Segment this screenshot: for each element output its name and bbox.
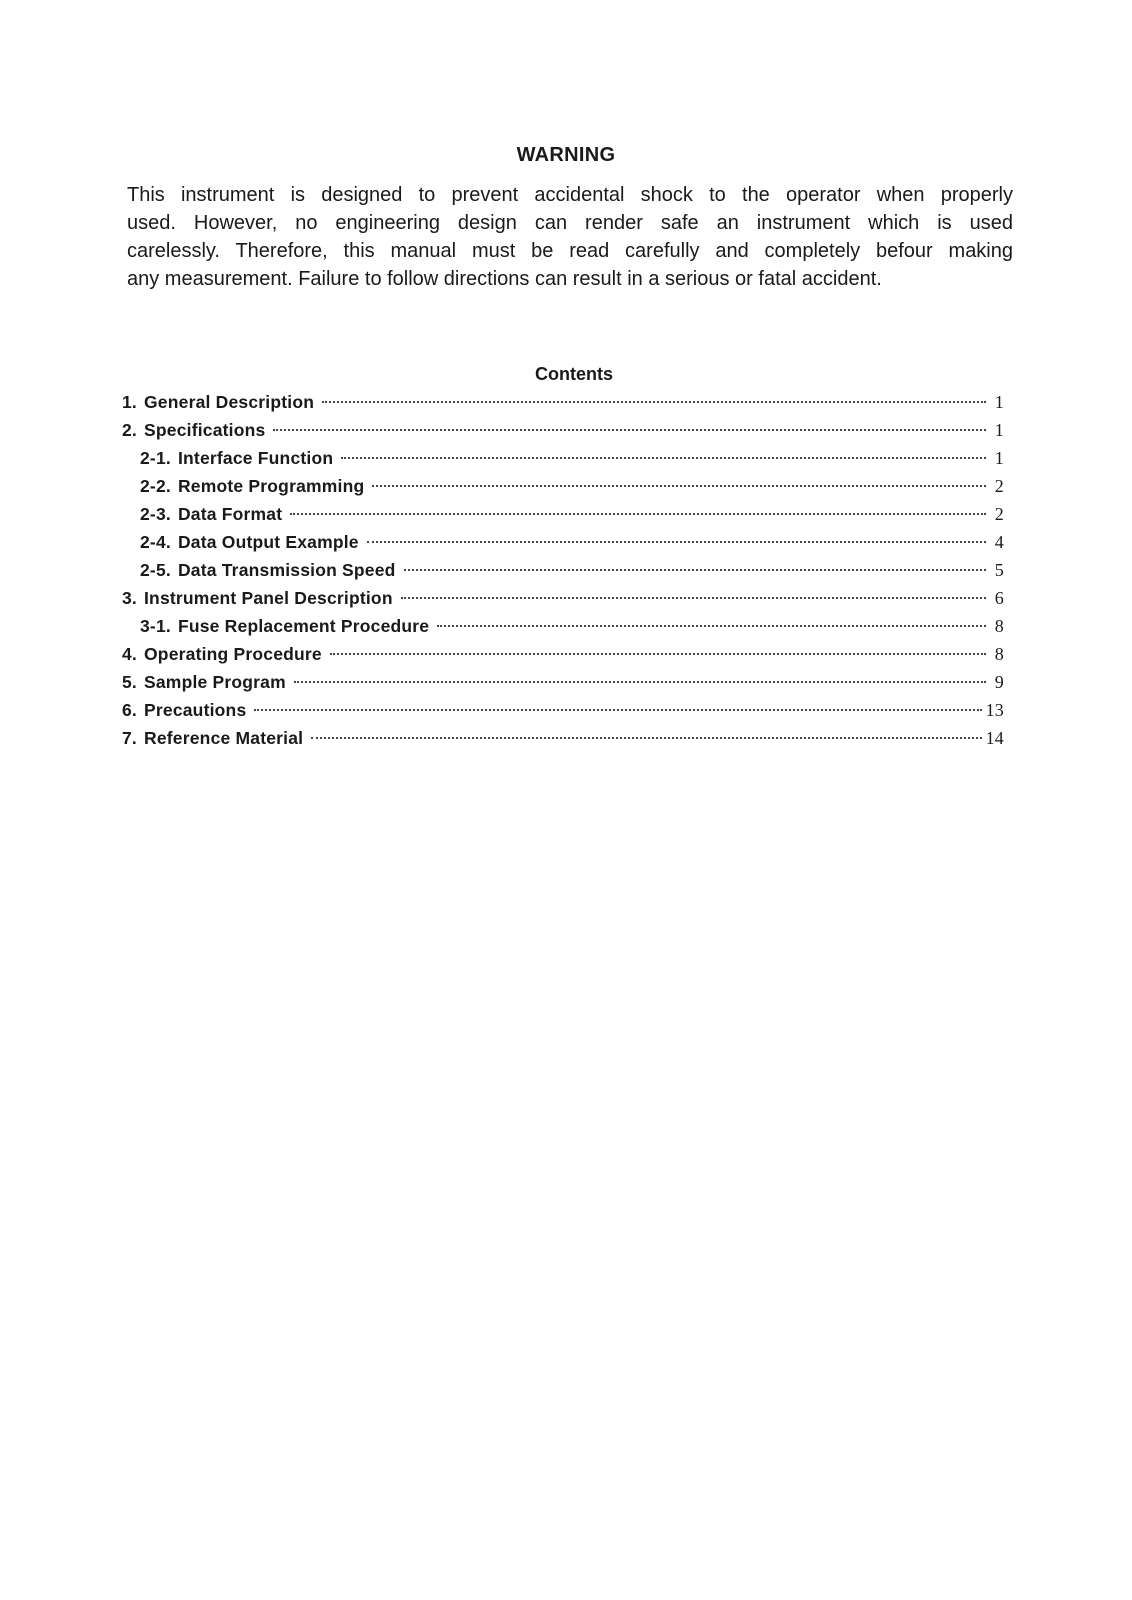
toc-number: 3. (122, 588, 137, 608)
warning-line: carelessly. Therefore, this manual must be read carefully and completely befour making (127, 240, 1013, 262)
toc-entry (122, 616, 1004, 644)
toc-entry (122, 532, 1004, 560)
toc-entry (122, 728, 1004, 756)
toc-number: 2-4. (140, 532, 171, 552)
toc-label: Operating Procedure (144, 644, 322, 664)
toc-page-number: 5 (994, 560, 1004, 580)
toc-label: Fuse Replacement Procedure (177, 616, 430, 636)
toc-page-number: 1 (994, 420, 1004, 440)
dot-leader (367, 541, 986, 543)
toc-number: 2-3. (140, 504, 171, 524)
dot-leader (294, 681, 986, 683)
toc-label: Interface Function (177, 448, 334, 468)
toc-entry (122, 588, 1004, 616)
toc-label: Instrument Panel Description (144, 588, 393, 608)
toc-page-number: 6 (994, 588, 1004, 608)
warning-heading: WARNING (516, 144, 616, 166)
toc-label: Precautions (144, 700, 247, 720)
toc-page-number: 9 (994, 672, 1004, 692)
toc-entry (122, 644, 1004, 672)
toc-entry (122, 672, 1004, 700)
dot-leader (401, 597, 986, 599)
dot-leader (254, 709, 981, 711)
toc-entry (122, 504, 1004, 532)
toc-page-number: 2 (994, 476, 1004, 496)
contents-heading: Contents (535, 364, 613, 384)
toc-entry (122, 476, 1004, 504)
dot-leader (437, 625, 986, 627)
toc-entry (122, 392, 1004, 420)
warning-line: used. However, no engineering design can render safe an instrument which is used (127, 212, 1013, 234)
toc-page-number: 8 (994, 616, 1004, 636)
toc-label: Remote Programming (177, 476, 365, 496)
toc-number: 2-2. (140, 476, 171, 496)
warning-line: This instrument is designed to prevent accidental shock to the operator when properly (127, 184, 1013, 206)
toc-entry (122, 448, 1004, 476)
dot-leader (273, 429, 986, 431)
toc-label: Data Output Example (177, 532, 359, 552)
toc-number: 6. (122, 700, 137, 720)
toc-label: Data Transmission Speed (177, 560, 396, 580)
toc-label: Sample Program (144, 672, 286, 692)
toc-label: Reference Material (144, 728, 304, 748)
toc-page-number: 1 (994, 448, 1004, 468)
dot-leader (372, 485, 986, 487)
toc-label: Data Format (177, 504, 283, 524)
toc-label: General Description (144, 392, 315, 412)
toc-page-number: 1 (994, 392, 1004, 412)
toc-number: 2-5. (140, 560, 171, 580)
dot-leader (311, 737, 981, 739)
toc-page-number: 4 (994, 532, 1004, 552)
toc-label: Specifications (144, 420, 266, 440)
toc-number: 1. (122, 392, 137, 412)
warning-paragraph (127, 181, 1013, 293)
dot-leader (290, 513, 986, 515)
dot-leader (322, 401, 986, 403)
toc-page-number: 14 (985, 728, 1004, 748)
toc-entry (122, 700, 1004, 728)
warning-line: any measurement. Failure to follow directions can result in a serious or fatal accident. (127, 268, 882, 290)
toc-number: 2-1. (140, 448, 171, 468)
toc-number: 3-1. (140, 616, 171, 636)
dot-leader (404, 569, 986, 571)
toc-number: 2. (122, 420, 137, 440)
dot-leader (341, 457, 986, 459)
toc-number: 4. (122, 644, 137, 664)
dot-leader (330, 653, 986, 655)
toc-entry (122, 420, 1004, 448)
table-of-contents (122, 392, 1004, 756)
toc-page-number: 13 (985, 700, 1004, 720)
toc-number: 7. (122, 728, 137, 748)
toc-entry (122, 560, 1004, 588)
toc-number: 5. (122, 672, 137, 692)
toc-page-number: 2 (994, 504, 1004, 524)
toc-page-number: 8 (994, 644, 1004, 664)
